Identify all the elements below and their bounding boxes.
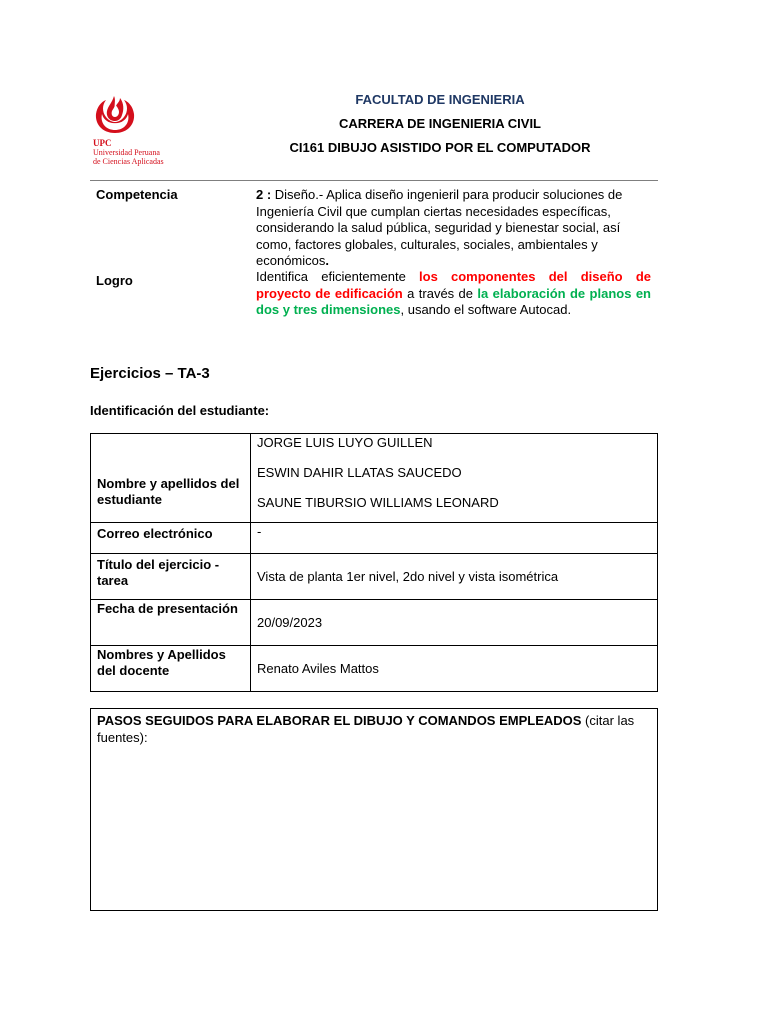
date-value: 20/09/2023: [251, 600, 658, 646]
name-label: Nombre y apellidos del estudiante: [91, 434, 251, 523]
table-row: [91, 646, 658, 692]
student-names-cell: [251, 434, 658, 523]
email-label: Correo electrónico: [91, 523, 251, 554]
logo-caption: [93, 139, 173, 166]
logro-part2: a través de: [402, 285, 478, 301]
upc-flame-logo-icon: [93, 92, 137, 136]
teacher-value: Renato Aviles Mattos: [251, 646, 658, 692]
competencia-label: Competencia: [96, 187, 178, 202]
competencia-text: [256, 187, 651, 270]
table-row: [91, 523, 658, 554]
logo-university-line1: Universidad Peruana: [93, 148, 160, 157]
table-row: [91, 434, 658, 523]
competencia-number: 2 :: [256, 187, 272, 202]
steps-box: [90, 708, 658, 911]
student-name-1: JORGE LUIS LUYO GUILLEN: [257, 435, 433, 450]
course-title: CI161 DIBUJO ASISTIDO POR EL COMPUTADOR: [289, 140, 591, 155]
logro-highlight-red: los componentes del diseño de proyecto de edificación: [256, 269, 652, 301]
student-name-2: ESWIN DAHIR LLATAS SAUCEDO: [257, 465, 462, 480]
identificacion-title: Identificación del estudiante:: [90, 403, 270, 418]
career-title: CARRERA DE INGENIERIA CIVIL: [339, 116, 541, 131]
upc-logo: [93, 92, 173, 166]
steps-heading: PASOS SEGUIDOS PARA ELABORAR EL DIBUJO Y COMANDOS EMPLEADOS: [97, 713, 582, 728]
logro-part3: , usando el software Autocad.: [400, 302, 572, 317]
email-value: -: [251, 523, 658, 554]
teacher-label: Nombres y Apellidos del docente: [91, 646, 251, 692]
logro-part1: Identifica eficientemente: [256, 269, 420, 284]
logo-university-line2: de Ciencias Aplicadas: [93, 157, 164, 166]
competencia-period: .: [325, 253, 329, 268]
exercise-title-value: Vista de planta 1er nivel, 2do nivel y vista isométrica: [251, 554, 658, 600]
exercise-title-label: Título del ejercicio - tarea: [91, 554, 251, 600]
logro-label: Logro: [96, 273, 133, 288]
table-row: [91, 554, 658, 600]
logo-upc-text: UPC: [93, 138, 112, 148]
faculty-title: FACULTAD DE INGENIERIA: [355, 92, 525, 107]
student-name-3: SAUNE TIBURSIO WILLIAMS LEONARD: [257, 495, 499, 510]
logro-text: [256, 269, 651, 319]
date-label: Fecha de presentación: [91, 600, 251, 646]
competencia-description: Diseño.- Aplica diseño ingenieril para producir soluciones de Ingeniería Civil que cumplan ciertas necesidades específicas, considerando la salud pública, seguridad y bienestar social, así como, factores globales, culturales, sociales, ambientales y económicos: [256, 187, 623, 268]
header-divider: [90, 180, 658, 181]
student-info-table: [90, 433, 658, 692]
steps-note: (citar las fuentes):: [97, 713, 635, 745]
logro-highlight-green: la elaboración de planos en dos y tres dimensiones: [256, 285, 651, 317]
ejercicios-title: Ejercicios – TA-3: [90, 365, 210, 382]
table-row: [91, 600, 658, 646]
